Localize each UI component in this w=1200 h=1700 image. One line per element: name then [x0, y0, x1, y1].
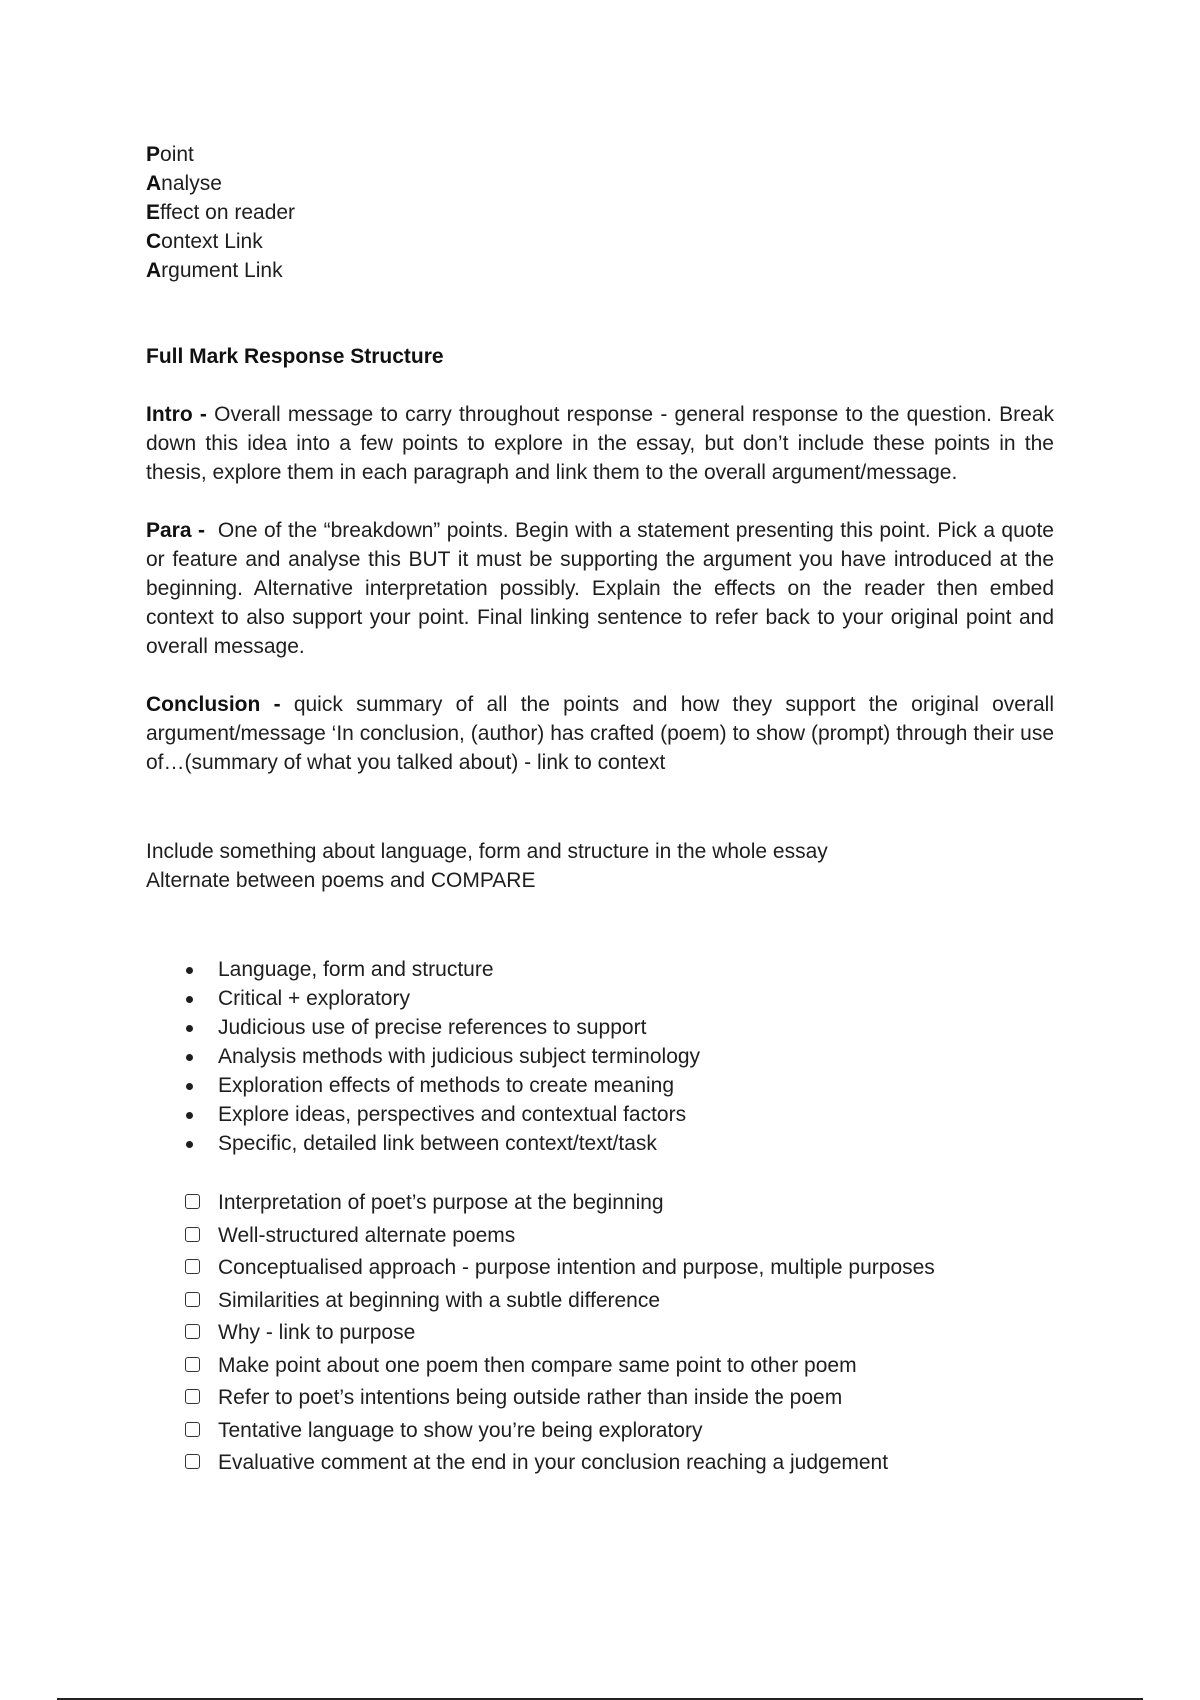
intro-paragraph: [146, 400, 1054, 487]
checklist-label: Evaluative comment at the end in your conclusion reaching a judgement: [218, 1451, 889, 1474]
checklist-label: Similarities at beginning with a subtle difference: [218, 1288, 661, 1312]
para-text: One of the “breakdown” points. Begin with a statement presenting this point. Pick a quote or feature and analyse this BUT it must be supporting the argument you have introduced at the beginning. Alternative interpretation possibly. Explain the effects on the reader then embed context to also support your point. Final linking sentence to refer back to your original point and overall message.: [146, 519, 1060, 658]
bullet-item: Analysis methods with judicious subject terminology: [146, 1042, 1054, 1071]
document-content: [146, 140, 1060, 1480]
bullet-item: Explore ideas, perspectives and contextual factors: [146, 1100, 1054, 1129]
checklist: [146, 1187, 1054, 1480]
intro-label: Intro -: [146, 403, 207, 426]
section-heading: Full Mark Response Structure: [146, 345, 444, 368]
bullet-item: Language, form and structure: [146, 955, 1054, 984]
acronym-argument-link: Argument Link: [146, 259, 283, 282]
checkbox[interactable]: [185, 1454, 200, 1469]
bullet-item: Specific, detailed link between context/text/task: [146, 1129, 1054, 1158]
acronym-effect-on-reader: Effect on reader: [146, 201, 296, 224]
checklist-item: [146, 1350, 1054, 1383]
checklist-label: Interpretation of poet’s purpose at the beginning: [218, 1191, 664, 1214]
checklist-label: Why - link to purpose: [218, 1321, 416, 1344]
checklist-item: [146, 1382, 1054, 1415]
checkbox[interactable]: [185, 1292, 200, 1307]
bullet-item: Exploration effects of methods to create meaning: [146, 1071, 1054, 1100]
checklist-label: Well-structured alternate poems: [218, 1223, 516, 1247]
note-line: Alternate between poems and COMPARE: [146, 869, 536, 892]
acronym-analyse: Analyse: [146, 172, 222, 195]
checkbox[interactable]: [185, 1259, 200, 1274]
conclusion-text: quick summary of all the points and how they support the original overall argument/message ‘In conclusion, (author) has crafted (poem) to show (prompt) through their use of…(summary of what you talked about) - link to context: [146, 693, 1054, 774]
checkbox[interactable]: [185, 1194, 200, 1209]
checklist-item: [146, 1447, 1054, 1480]
conclusion-label: Conclusion -: [146, 693, 281, 716]
checklist-label: Refer to poet’s intentions being outside rather than inside the poem: [218, 1386, 843, 1409]
checklist-item: [146, 1285, 1054, 1318]
checklist-item: [146, 1252, 1054, 1285]
acronym-context-link: Context Link: [146, 230, 263, 253]
acronym-point: Point: [146, 143, 194, 166]
criteria-bullet-list: [146, 955, 1054, 1158]
checklist-item: [146, 1220, 1054, 1253]
checkbox[interactable]: [185, 1389, 200, 1404]
para-paragraph: [146, 516, 1060, 661]
checkbox[interactable]: [185, 1227, 200, 1242]
peeca-acronym-list: [146, 140, 1054, 285]
checklist-label: Make point about one poem then compare same point to other poem: [218, 1353, 857, 1377]
checklist-item: [146, 1187, 1054, 1220]
checkbox[interactable]: [185, 1357, 200, 1372]
conclusion-paragraph: [146, 690, 1054, 777]
checklist-label: Conceptualised approach - purpose intention and purpose, multiple purposes: [218, 1256, 935, 1279]
bullet-item: Judicious use of precise references to support: [146, 1013, 1054, 1042]
checklist-item: [146, 1415, 1054, 1448]
para-label: Para -: [146, 519, 205, 542]
bullet-item: Critical + exploratory: [146, 984, 1054, 1013]
intro-text: Overall message to carry throughout response - general response to the question. Break down this idea into a few points to explore in the essay, but don’t include these points in the thesis, explore them in each paragraph and link them to the overall argument/message.: [146, 403, 1055, 484]
checklist-item: [146, 1317, 1054, 1350]
essay-notes: [146, 837, 1054, 895]
checklist-label: Tentative language to show you’re being exploratory: [218, 1418, 703, 1442]
checkbox[interactable]: [185, 1324, 200, 1339]
checkbox[interactable]: [185, 1422, 200, 1437]
note-line: Include something about language, form and structure in the whole essay: [146, 840, 828, 863]
